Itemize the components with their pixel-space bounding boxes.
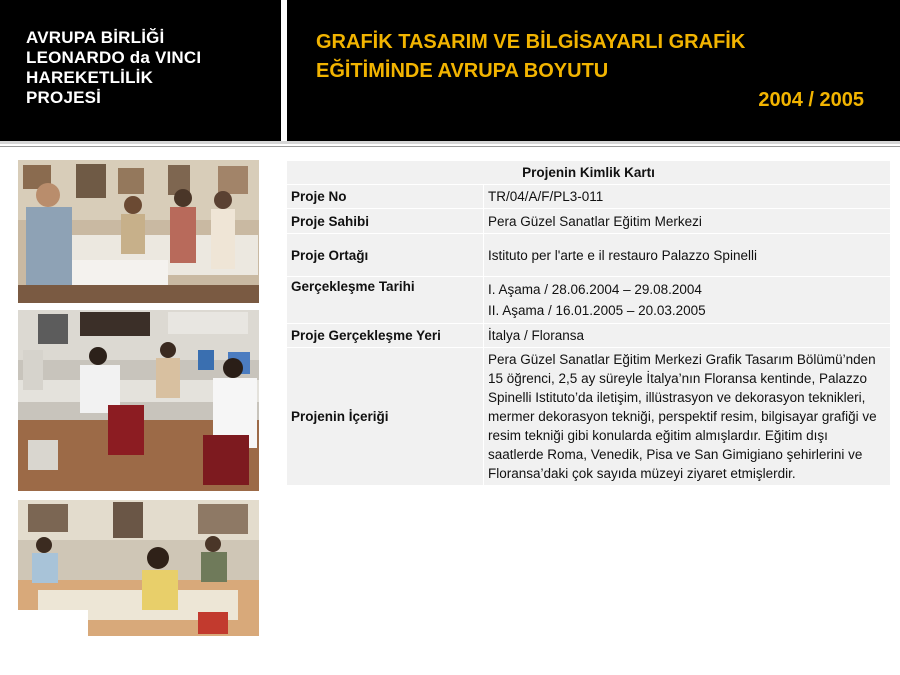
row-label: Proje Gerçekleşme Yeri bbox=[287, 324, 484, 348]
row-value: Pera Güzel Sanatlar Eğitim Merkezi bbox=[484, 209, 891, 234]
row-value: İtalya / Floransa bbox=[484, 324, 891, 348]
row-projenin-icerigi bbox=[287, 348, 891, 486]
slide-title-line-1: GRAFİK TASARIM VE BİLGİSAYARLI GRAFİK bbox=[316, 31, 746, 53]
program-line-2: LEONARDO da VINCI bbox=[26, 48, 202, 67]
row-label: Proje No bbox=[287, 185, 484, 209]
slide-title-line-2: EĞİTİMİNDE AVRUPA BOYUTU bbox=[316, 60, 609, 82]
row-proje-no bbox=[287, 185, 891, 209]
row-gerceklesme-tarihi bbox=[287, 277, 891, 324]
slide-title-header bbox=[287, 0, 900, 141]
phase-1-dates: I. Aşama / 28.06.2004 – 29.08.2004 bbox=[488, 282, 702, 297]
project-program-header bbox=[0, 0, 281, 141]
header-divider-thin bbox=[0, 146, 900, 147]
row-value: TR/04/A/F/PL3-011 bbox=[484, 185, 891, 209]
row-label: Gerçekleşme Tarihi bbox=[287, 277, 484, 324]
row-label: Proje Sahibi bbox=[287, 209, 484, 234]
row-proje-sahibi bbox=[287, 209, 891, 234]
project-id-card bbox=[286, 160, 891, 486]
row-value: Istituto per l'arte e il restauro Palazzo Spinelli bbox=[484, 234, 891, 277]
card-title: Projenin Kimlik Kartı bbox=[287, 161, 891, 185]
header-divider bbox=[0, 141, 900, 144]
slide-years: 2004 / 2005 bbox=[758, 89, 864, 111]
row-proje-ortagi bbox=[287, 234, 891, 277]
row-label: Projenin İçeriği bbox=[287, 348, 484, 486]
row-value: Pera Güzel Sanatlar Eğitim Merkezi Grafik Tasarım Bölümü’nden 15 öğrenci, 2,5 ay süreyle İtalya’nın Floransa kentinde, Palazzo Spinelli Istituto’da iletişim, illüstrasyon ve dekorasyon teknikleri, mermer dekorasyon tekniği, perspektif resim, bilgisayar grafiği ve resim tekniği gibi konularda eğitim almışlardır. Eğitim dışı saatlerde Roma, Venedik, Pisa ve San Gimigiano şehirlerini ve Floransa’daki çok sayıda müzeyi ziyaret etmişlerdir. bbox=[484, 348, 891, 486]
workshop-photo bbox=[18, 500, 259, 636]
program-line-1: AVRUPA BİRLİĞİ bbox=[26, 28, 165, 47]
phase-2-dates: II. Aşama / 16.01.2005 – 20.03.2005 bbox=[488, 303, 706, 318]
row-gerceklesme-yeri bbox=[287, 324, 891, 348]
row-value bbox=[484, 277, 891, 324]
classroom-photo-1 bbox=[18, 160, 259, 303]
slide-title bbox=[316, 28, 745, 86]
computer-lab-photo bbox=[18, 310, 259, 491]
program-line-4: PROJESİ bbox=[26, 88, 102, 107]
row-label: Proje Ortağı bbox=[287, 234, 484, 277]
program-line-3: HAREKETLİLİK bbox=[26, 68, 154, 87]
